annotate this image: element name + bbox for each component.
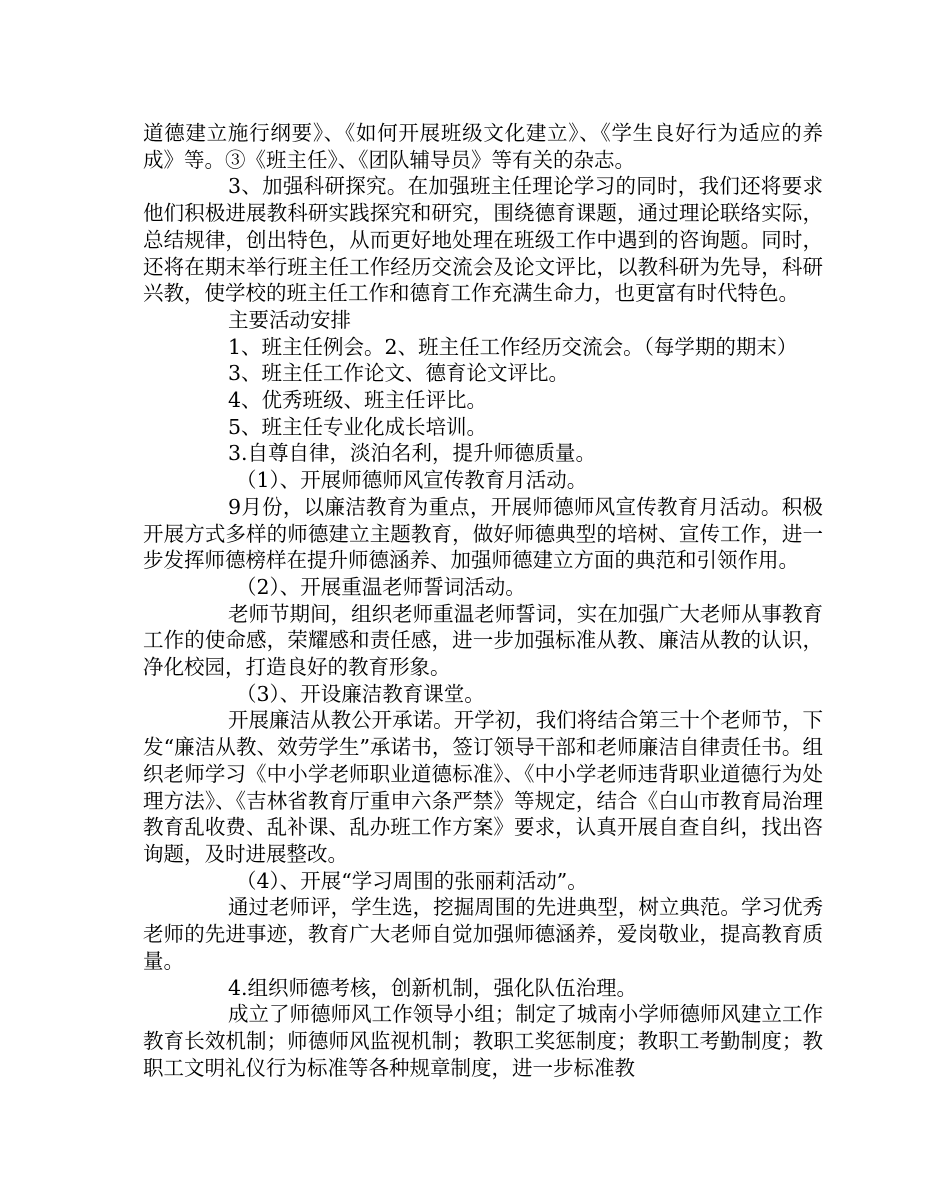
paragraph-commitment: 开展廉洁从教公开承诺。开学初，我们将结合第三十个老师节，下发“廉洁从教、效劳学生”承诺书，签订领导干部和老师廉洁自律责任书。组织老师学习《中小学老师职业道德标准》、《中小学老师违背职业道德行为处理方法》、《吉林省教育厅重申六条严禁》等规定，结合《白山市教育局治理教育乱收费、乱补课、乱办班工作方案》要求，认真开展自查自纠，找出咨询题，及时进展整改。 xyxy=(143,708,823,866)
list-item-3: 3、班主任工作论文、德育论文评比。 xyxy=(228,361,570,386)
paragraph-role-models: 通过老师评，学生选，挖掘周围的先进典型，树立典范。学习优秀老师的先进事迹，教育广大老师自觉加强师德涵养，爱岗敬业，提高教育质量。 xyxy=(143,895,823,973)
list-item-4: 4、优秀班级、班主任评比。 xyxy=(228,388,488,413)
paragraph-teachers-day: 老师节期间，组织老师重温老师誓词，实在加强广大老师从事教育工作的使命感，荣耀感和责任感，进一步加强标准从教、廉洁从教的认识，净化校园，打造良好的教育形象。 xyxy=(143,601,823,680)
list-item-1-2: 1、班主任例会。2、班主任工作经历交流会。（每学期的期末） xyxy=(228,334,798,359)
section-heading-4: 4.组织师德考核，创新机制，强化队伍治理。 xyxy=(228,975,638,1000)
paragraph-september: 9月份，以廉洁教育为重点，开展师德师风宣传教育月活动。积极开展方式多样的师德建立主题教育，做好师德典型的培树、宣传工作，进一步发挥师德榜样在提升师德涵养、加强师德建立方面的典范和引领作用。 xyxy=(143,494,823,573)
paragraph-mechanisms: 成立了师德师风工作领导小组；制定了城南小学师德师风建立工作教育长效机制；师德师风监视机制；教职工奖惩制度；教职工考勤制度；教职工文明礼仪行为标准等各种规章制度，进一步标准教 xyxy=(143,1002,823,1080)
subheading-3: （3）、开设廉洁教育课堂。 xyxy=(236,681,485,706)
subheading-2: （2）、开展重温老师誓词活动。 xyxy=(236,574,526,599)
paragraph-continued: 道德建立施行纲要》、《如何开展班级文化建立》、《学生良好行为适应的养成》等。③《班主任》、《团队辅导员》等有关的杂志。 xyxy=(143,121,823,172)
list-item-5: 5、班主任专业化成长培训。 xyxy=(228,414,488,439)
subheading-1: （1）、开展师德师风宣传教育月活动。 xyxy=(236,468,588,493)
section-heading-3: 3.自尊自律，淡泊名利，提升师德质量。 xyxy=(228,441,597,466)
document-body xyxy=(143,120,823,1081)
section-heading-activities: 主要活动安排 xyxy=(228,307,351,332)
paragraph-research: 3、加强科研探究。在加强班主任理论学习的同时，我们还将要求他们积极进展教科研实践探究和研究，围绕德育课题，通过理论联络实际，总结规律，创出特色，从而更好地处理在班级工作中遇到的咨询题。同时，还将在期末举行班主任工作经历交流会及论文评比，以教科研为先导，科研兴教，使学校的班主任工作和德育工作充满生命力，也更富有时代特色。 xyxy=(143,174,823,306)
subheading-4: （4）、开展“学习周围的张丽莉活动”。 xyxy=(236,868,588,893)
